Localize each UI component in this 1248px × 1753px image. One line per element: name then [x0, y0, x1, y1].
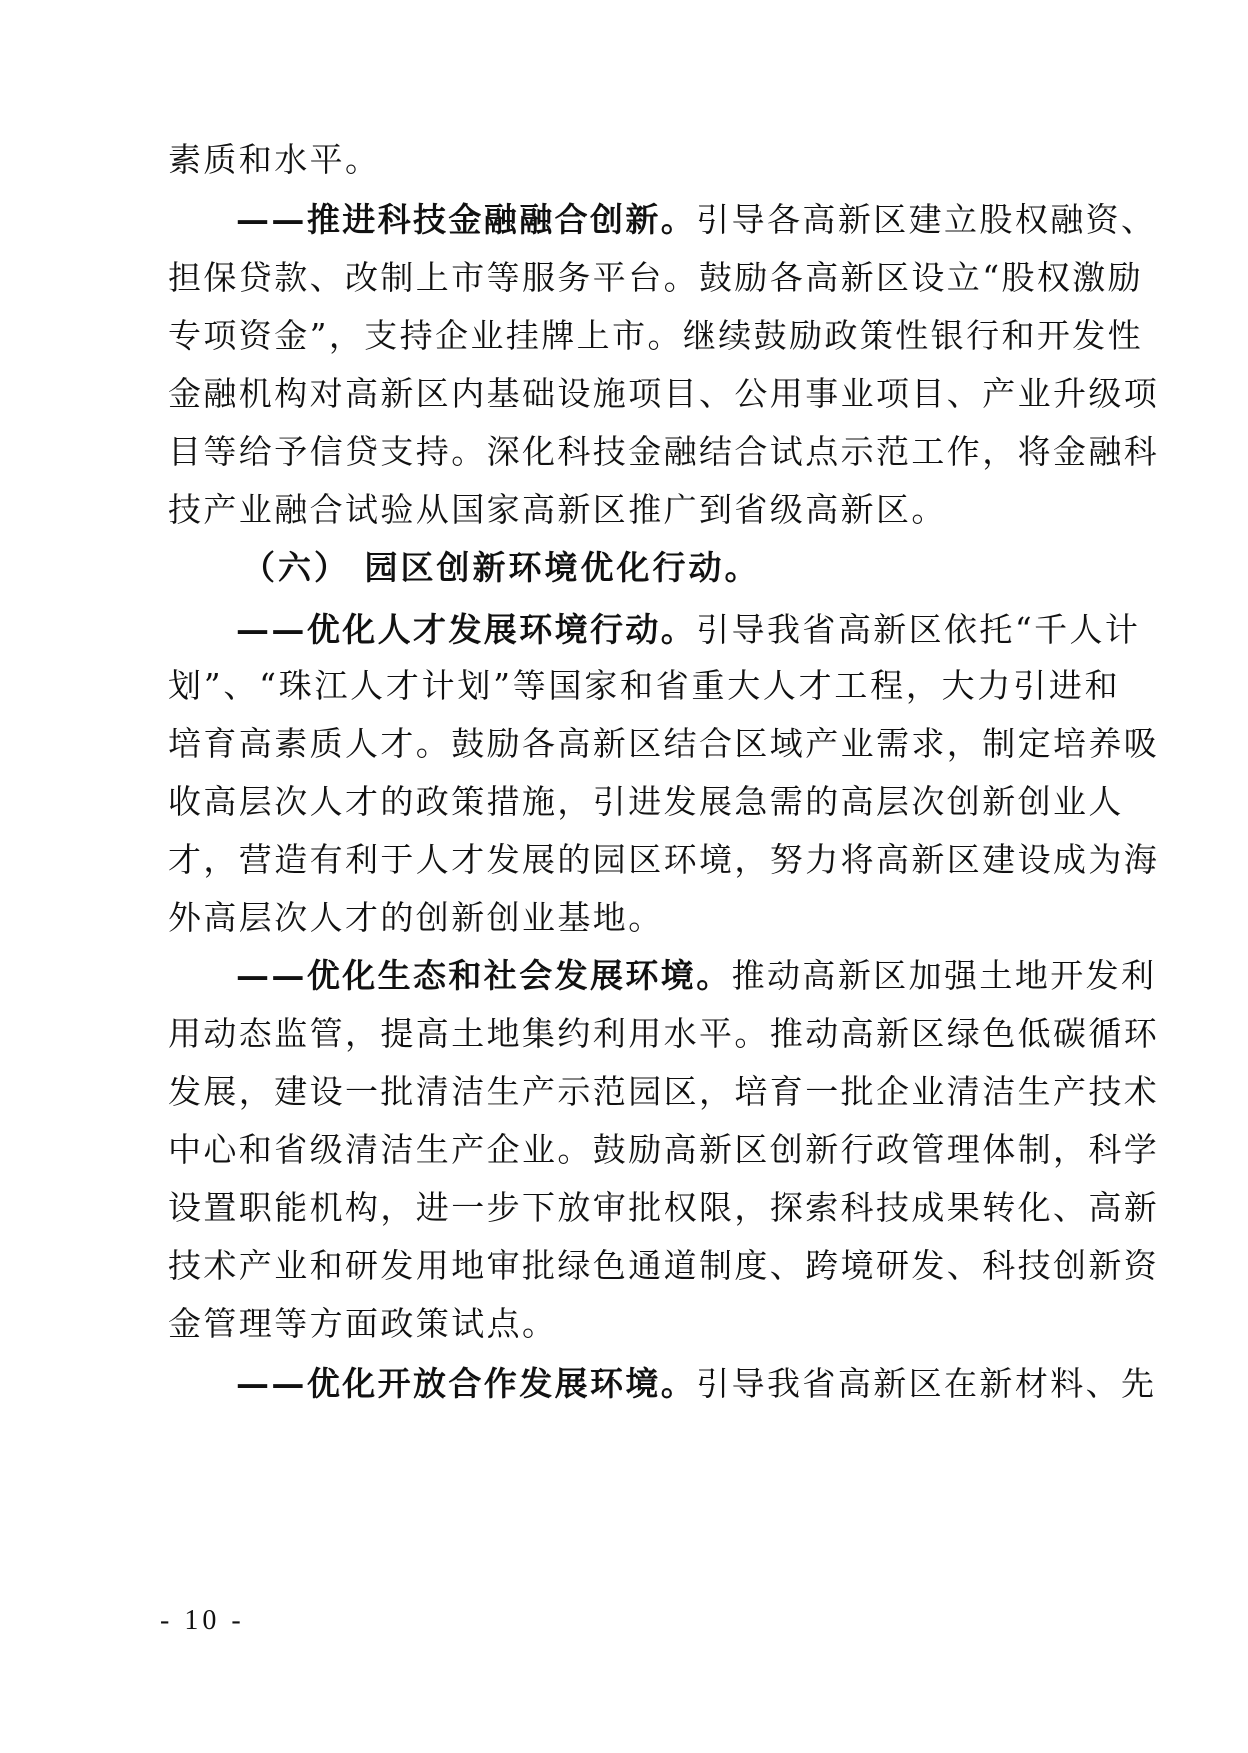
body-line	[168, 430, 1160, 474]
line-text: 素质和水平。	[168, 140, 381, 179]
line-text: 发展，建设一批清洁生产示范园区，培育一批企业清洁生产技术	[168, 1072, 1160, 1111]
line-text: 收高层次人才的政策措施，引进发展急需的高层次创新创业人	[168, 782, 1124, 821]
line-text: 设置职能机构，进一步下放审批权限，探索科技成果转化、高新	[168, 1188, 1160, 1227]
line-text: 培育高素质人才。鼓励各高新区结合区域产业需求，制定培养吸	[168, 724, 1160, 763]
body-line	[168, 314, 1144, 358]
body-line	[236, 198, 1157, 242]
body-line	[236, 608, 1141, 652]
page-number: - 10 -	[160, 1605, 245, 1636]
bold-heading: 推进科技金融融合创新。	[306, 200, 697, 239]
line-text: 技术产业和研发用地审批绿色通道制度、跨境研发、科技创新资	[168, 1246, 1160, 1285]
line-text: 划”、“珠江人才计划”等国家和省重大人才工程，大力引进和	[168, 666, 1120, 705]
bold-heading: 优化生态和社会发展环境。	[306, 956, 732, 995]
body-line	[168, 1070, 1160, 1114]
line-text: 用动态监管，提高土地集约利用水平。推动高新区绿色低碳循环	[168, 1014, 1160, 1053]
line-text: 引导各高新区建立股权融资、	[696, 200, 1157, 239]
body-line	[168, 1128, 1160, 1172]
em-dash-lead: ——	[236, 1364, 307, 1403]
body-line	[168, 664, 1120, 708]
line-text: 中心和省级清洁生产企业。鼓励高新区创新行政管理体制，科学	[168, 1130, 1160, 1169]
body-line	[168, 780, 1124, 824]
line-text: 推动高新区加强土地开发利	[731, 956, 1157, 995]
body-line	[168, 256, 1144, 300]
bold-heading: 优化开放合作发展环境。	[306, 1364, 697, 1403]
body-line	[236, 1362, 1157, 1406]
section-heading	[242, 546, 842, 590]
em-dash-lead: ——	[236, 610, 307, 649]
body-line	[168, 138, 1120, 182]
body-line	[168, 1302, 1120, 1346]
section-heading-text: （六） 园区创新环境优化行动。	[242, 548, 761, 587]
body-line	[168, 838, 1160, 882]
line-text: 担保贷款、改制上市等服务平台。鼓励各高新区设立“股权激励	[168, 258, 1144, 297]
bold-heading: 优化人才发展环境行动。	[306, 610, 697, 649]
em-dash-lead: ——	[236, 956, 307, 995]
body-line	[168, 1244, 1160, 1288]
body-line	[168, 372, 1160, 416]
body-line	[168, 722, 1160, 766]
body-line	[168, 1012, 1160, 1056]
body-line	[168, 896, 1120, 940]
line-text: 目等给予信贷支持。深化科技金融结合试点示范工作，将金融科	[168, 432, 1160, 471]
line-text: 专项资金”，支持企业挂牌上市。继续鼓励政策性银行和开发性	[168, 316, 1144, 355]
body-line	[168, 1186, 1160, 1230]
line-text: 才，营造有利于人才发展的园区环境，努力将高新区建设成为海	[168, 840, 1160, 879]
body-line	[236, 954, 1157, 998]
body-line	[168, 488, 1120, 532]
line-text: 技产业融合试验从国家高新区推广到省级高新区。	[168, 490, 947, 529]
line-text: 引导我省高新区在新材料、先	[696, 1364, 1157, 1403]
line-text: 引导我省高新区依托“千人计	[696, 610, 1141, 649]
line-text: 外高层次人才的创新创业基地。	[168, 898, 664, 937]
line-text: 金管理等方面政策试点。	[168, 1304, 558, 1343]
line-text: 金融机构对高新区内基础设施项目、公用事业项目、产业升级项	[168, 374, 1160, 413]
em-dash-lead: ——	[236, 200, 307, 239]
